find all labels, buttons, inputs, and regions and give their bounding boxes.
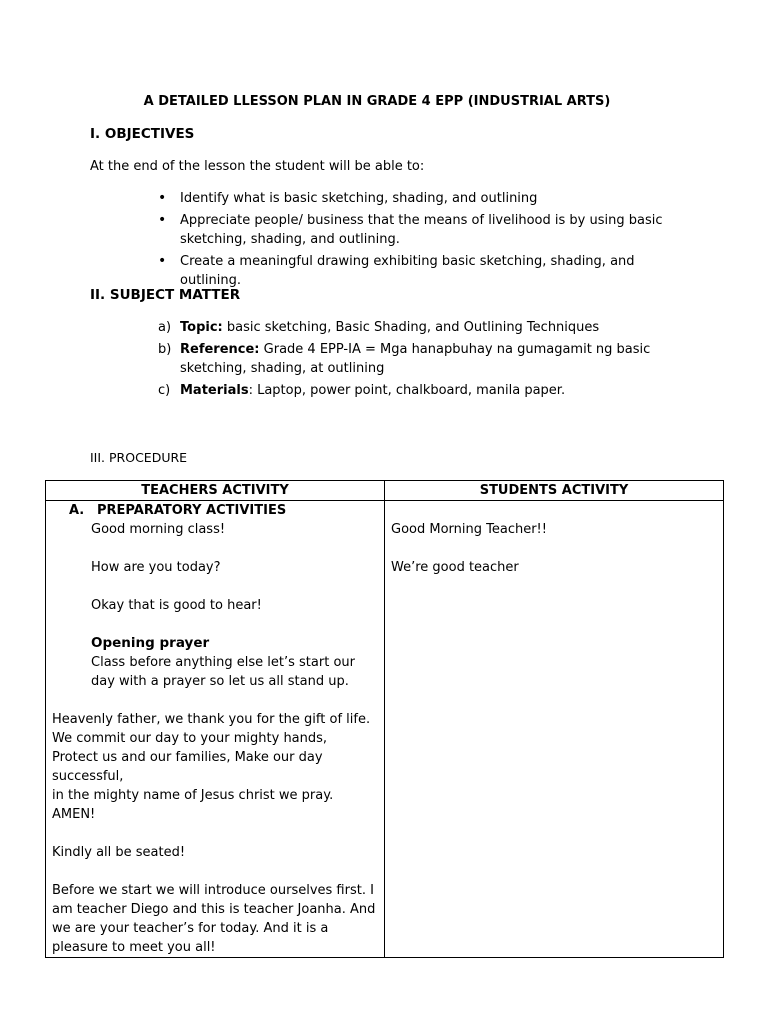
section-marker: A. bbox=[69, 503, 85, 518]
list-marker: b) bbox=[158, 342, 172, 357]
teachers-activity-header: TEACHERS ACTIVITY bbox=[46, 481, 385, 501]
objectives-list bbox=[180, 189, 680, 293]
document-title: A DETAILED LLESSON PLAN IN GRADE 4 EPP (INDUSTRIAL ARTS) bbox=[143, 94, 611, 109]
teacher-introduction: Before we start we will introduce ourselves first. I am teacher Diego and this is teacher Joanha. And we are your teacher’s for today. And it is a pleasure to meet you all! bbox=[52, 883, 376, 955]
list-marker: c) bbox=[158, 383, 171, 398]
objectives-heading: I. OBJECTIVES bbox=[90, 126, 195, 142]
student-greeting-reply: Good Morning Teacher!! bbox=[391, 522, 547, 537]
subject-matter-list bbox=[158, 318, 700, 403]
procedure-table bbox=[45, 480, 724, 958]
procedure-heading: III. PROCEDURE bbox=[90, 450, 188, 465]
prayer-line: in the mighty name of Jesus christ we pray. AMEN! bbox=[52, 788, 334, 822]
students-activity-header: STUDENTS ACTIVITY bbox=[385, 481, 724, 501]
teacher-okay: Okay that is good to hear! bbox=[91, 598, 262, 613]
materials-text: : Laptop, power point, chalkboard, manila paper. bbox=[248, 383, 566, 398]
table-header-row bbox=[46, 481, 724, 501]
reference-text: Grade 4 EPP-IA = Mga hanapbuhay na gumagamit ng basic sketching, shading, at outlining bbox=[180, 342, 651, 376]
teacher-greeting: Good morning class! bbox=[91, 522, 226, 537]
seated-instruction: Kindly all be seated! bbox=[52, 845, 186, 860]
opening-prayer-title: Opening prayer bbox=[91, 635, 210, 651]
list-item bbox=[158, 340, 700, 378]
subject-matter-heading: II. SUBJECT MATTER bbox=[90, 287, 241, 303]
table-row bbox=[46, 501, 724, 958]
list-marker: a) bbox=[158, 320, 172, 335]
prayer-intro: Class before anything else let’s start our day with a prayer so let us all stand up. bbox=[91, 655, 355, 689]
students-cell bbox=[385, 501, 724, 958]
list-item: • Appreciate people/ business that the means of livelihood is by using basic sketching, shading, and outlining. bbox=[180, 211, 680, 249]
list-item: • Create a meaningful drawing exhibiting basic sketching, shading, and outlining. bbox=[180, 252, 680, 290]
prayer-line: We commit our day to your mighty hands, bbox=[52, 731, 328, 746]
prayer-line: Heavenly father, we thank you for the gift of life. bbox=[52, 712, 371, 727]
student-how-reply: We’re good teacher bbox=[391, 560, 519, 575]
prayer-line: Protect us and our families, Make our day successful, bbox=[52, 750, 323, 784]
reference-label: Reference: bbox=[180, 342, 260, 357]
materials-label: Materials bbox=[180, 383, 249, 398]
teacher-cell bbox=[46, 501, 385, 958]
topic-text: basic sketching, Basic Shading, and Outlining Techniques bbox=[222, 320, 600, 335]
teacher-how-are-you: How are you today? bbox=[91, 560, 221, 575]
list-item: • Identify what is basic sketching, shading, and outlining bbox=[180, 189, 680, 208]
topic-label: Topic: bbox=[180, 320, 223, 335]
section-title: PREPARATORY ACTIVITIES bbox=[97, 503, 287, 518]
section-heading bbox=[46, 501, 384, 520]
list-item bbox=[158, 381, 700, 400]
list-item bbox=[158, 318, 700, 337]
objectives-intro: At the end of the lesson the student will be able to: bbox=[90, 159, 425, 174]
